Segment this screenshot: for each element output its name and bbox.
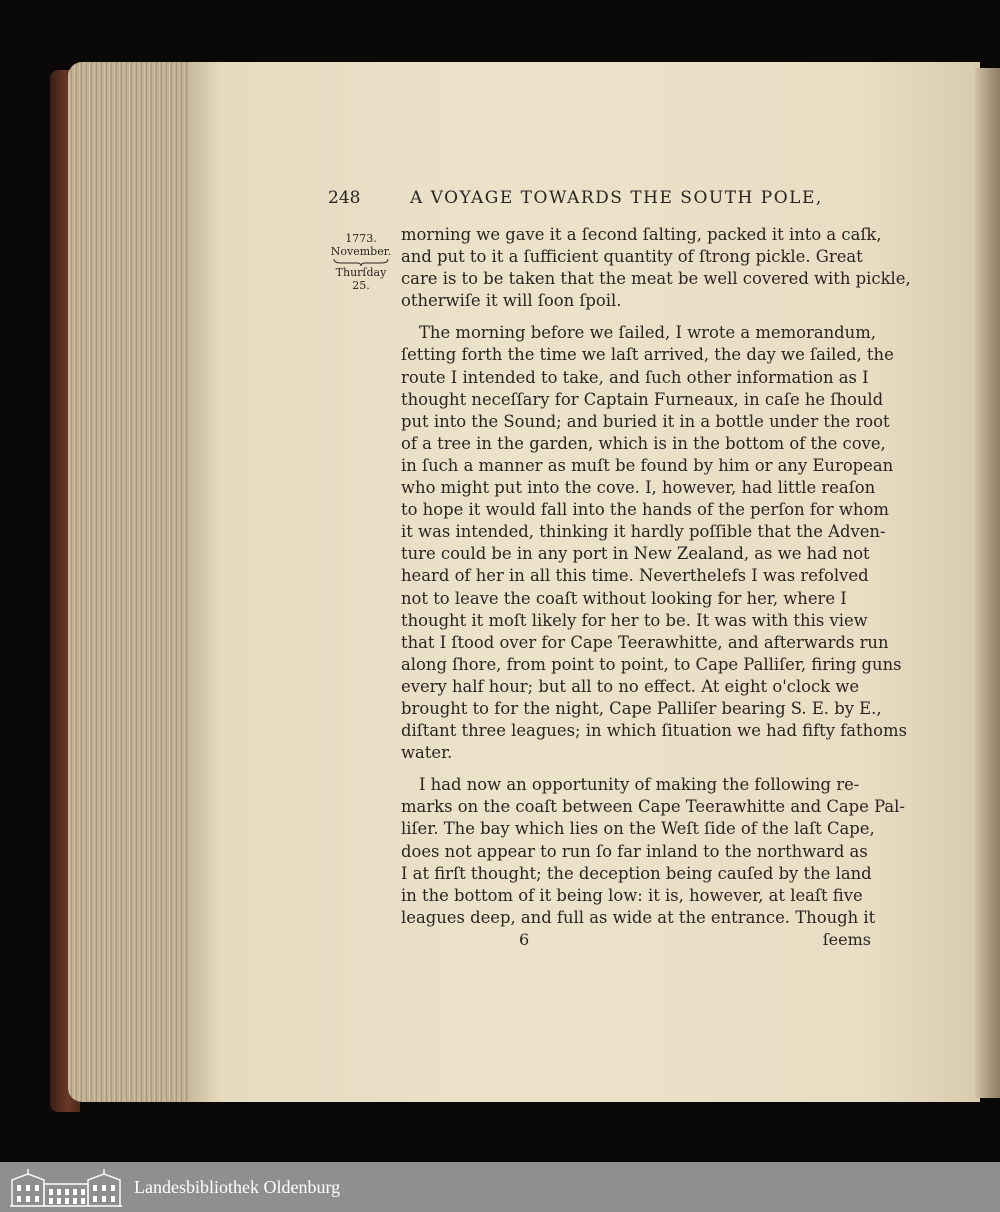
text-line: care is to be taken that the meat be well covered with pickle,: [401, 269, 911, 289]
margin-day: Thurſday 25.: [335, 266, 387, 292]
paragraph: [401, 774, 905, 929]
text-line: along ſhore, from point to point, to Cape Palliſer, firing guns: [401, 654, 902, 674]
brace-icon: [333, 258, 389, 266]
text-line: thought neceſſary for Captain Furneaux, in caſe he ſhould: [401, 389, 884, 409]
library-name: Landesbibliothek Oldenburg: [134, 1177, 341, 1197]
text-line: that I ſtood over for Cape Teerawhitte, and afterwards run: [401, 632, 889, 652]
text-line: to hope it would fall into the hands of the perſon for whom: [401, 500, 889, 520]
text-line: diſtant three leagues; in which ſituation we had fifty fathoms: [401, 721, 908, 741]
text-line: who might put into the cove. I, however, had little reaſon: [401, 478, 876, 498]
page-gutter: [975, 68, 1000, 1098]
page-edges: [68, 62, 196, 1102]
text-line: in the bottom of it being low: it is, however, at leaſt five: [401, 885, 863, 905]
text-line: ture could be in any port in New Zealand, as we had not: [401, 544, 870, 564]
text-line: I had now an opportunity of making the following re-: [419, 775, 860, 795]
text-line: of a tree in the garden, which is in the bottom of the cove,: [401, 433, 886, 453]
text-line: thought it moſt likely for her to be. It was with this view: [401, 610, 868, 630]
body-text: [401, 224, 911, 939]
text-line: water.: [401, 743, 453, 763]
page-header: [328, 188, 873, 216]
text-line: every half hour; but all to no effect. At eight o'clock we: [401, 676, 860, 696]
text-line: it was intended, thinking it hardly poſſible that the Adven-: [401, 522, 886, 542]
margin-month: November.: [330, 245, 392, 258]
text-line: I at firſt thought; the deception being cauſed by the land: [401, 863, 872, 883]
library-footer: [0, 1162, 1000, 1212]
text-line: morning we gave it a ſecond ſalting, packed it into a caſk,: [401, 225, 882, 244]
text-line: heard of her in all this time. Neverthelefs I was refolved: [401, 566, 869, 586]
margin-year: 1773.: [345, 232, 377, 245]
text-line: otherwiſe it will ſoon ſpoil.: [401, 291, 622, 311]
signature-mark: 6: [519, 930, 530, 949]
catchword: ſeems: [822, 930, 871, 949]
page-number: 248: [328, 188, 361, 208]
paragraph: [401, 322, 908, 764]
text-line: route I intended to take, and ſuch other information as I: [401, 367, 869, 387]
running-head: A VOYAGE TOWARDS THE SOUTH POLE,: [410, 188, 823, 208]
text-line: marks on the coaſt between Cape Teerawhitte and Cape Pal-: [401, 797, 905, 817]
paragraph: [401, 224, 911, 312]
text-line: The morning before we ſailed, I wrote a memorandum,: [419, 323, 876, 343]
text-line: put into the Sound; and buried it in a bottle under the root: [401, 411, 890, 431]
text-line: in ſuch a manner as muſt be found by him or any European: [401, 455, 894, 475]
text-line: not to leave the coaſt without looking for her, where I: [401, 588, 847, 608]
text-line: leagues deep, and full as wide at the entrance. Though it: [401, 907, 876, 927]
page-foot: [401, 930, 871, 954]
text-line: ſetting forth the time we laſt arrived, the day we ſailed, the: [401, 345, 894, 365]
text-line: brought to for the night, Cape Palliſer bearing S. E. by E.,: [401, 698, 882, 718]
library-building-icon: [8, 1166, 124, 1208]
text-line: does not appear to run ſo far inland to the northward as: [401, 841, 868, 861]
text-line: liſer. The bay which lies on the Weſt ſide of the laſt Cape,: [401, 819, 875, 839]
margin-note: [328, 232, 394, 292]
text-line: and put to it a ſufficient quantity of ſtrong pickle. Great: [401, 247, 863, 267]
